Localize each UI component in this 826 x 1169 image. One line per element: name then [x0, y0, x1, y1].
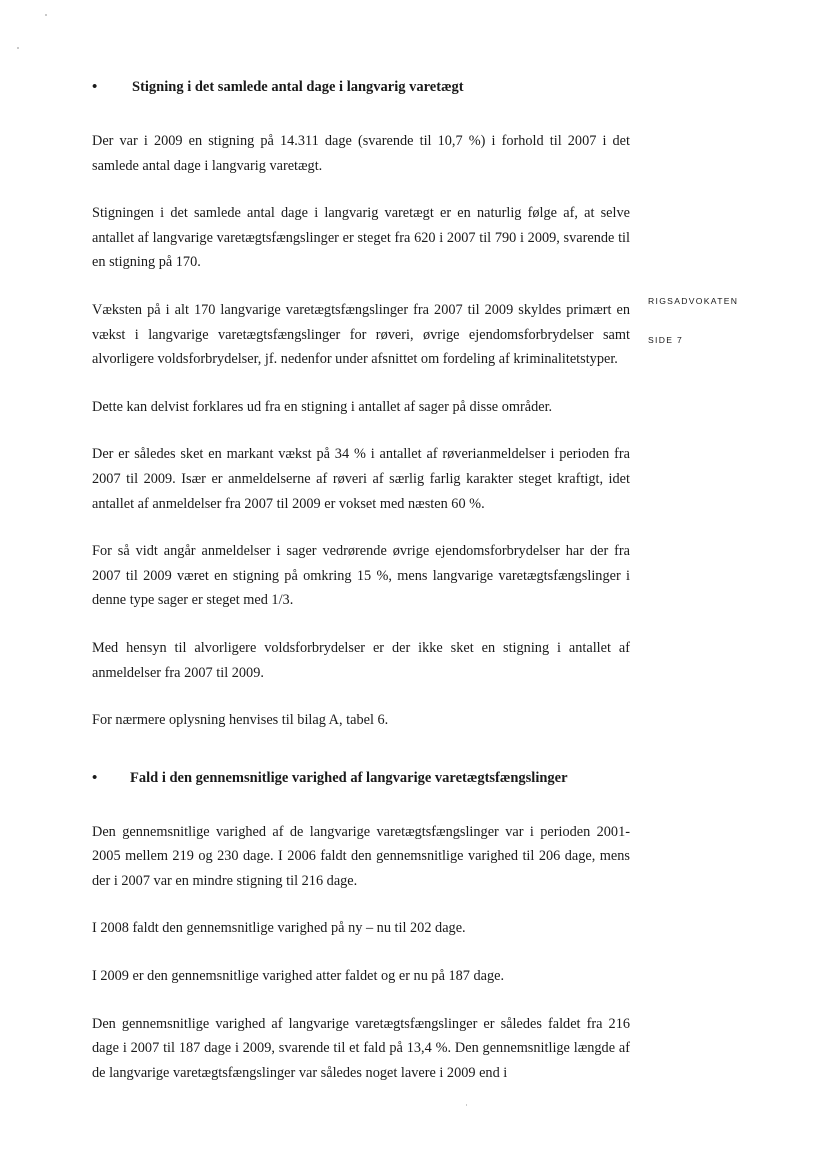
scan-speck — [45, 14, 47, 16]
paragraph: Den gennemsnitlige varighed af de langvarige varetægtsfængslinger var i perioden 2001-2005 mellem 219 og 230 dage. I 2006 faldt den gennemsnitlige varighed til 206 dage, mens der i 2007 var en mindre stigning til 216 dage. — [92, 823, 630, 889]
scan-speck — [17, 47, 19, 49]
paragraph: Stigningen i det samlede antal dage i langvarig varetægt er en naturlig følge af, at selve antallet af langvarige varetægtsfængslinger er steget fra 620 i 2007 til 790 i 2009, svarende til en stigning på 170. — [92, 205, 630, 271]
paragraph: For nærmere oplysning henvises til bilag A, tabel 6. — [92, 712, 389, 729]
paragraph: Der var i 2009 en stigning på 14.311 dage (svarende til 10,7 %) i forhold til 2007 i det samlede antal dage i langvarig varetægt. — [92, 133, 630, 174]
paragraph: Dette kan delvist forklares ud fra en stigning i antallet af sager på disse områder. — [92, 398, 553, 415]
paragraph: Der er således sket en markant vækst på 34 % i antallet af røverianmeldelser i perioden fra 2007 til 2009. Især er anmeldelserne af røveri af særlig farlig karakter steget kraftigt, idet antallet af anmeldelser fra 2007 til 2009 er vokset med næsten 60 %. — [92, 446, 630, 512]
bullet-icon: • — [92, 79, 98, 95]
heading-text: Stigning i det samlede antal dage i langvarig varetægt — [132, 79, 464, 95]
paragraph: I 2009 er den gennemsnitlige varighed atter faldet og er nu på 187 dage. — [92, 968, 505, 985]
heading-text: Fald i den gennemsnitlige varighed af langvarige varetægtsfængslinger — [130, 769, 568, 786]
page-number: SIDE 7 — [648, 335, 684, 345]
section-heading-increase — [92, 76, 630, 98]
main-content — [92, 76, 630, 1108]
organization-name: RIGSADVOKATEN — [648, 296, 739, 306]
paragraph: Væksten på i alt 170 langvarige varetægtsfængslinger fra 2007 til 2009 skyldes primært en vækst i langvarige varetægtsfængslinger for røveri, øvrige ejendomsforbrydelser samt alvorligere voldsforbrydelser, jf. nedenfor under afsnittet om fordeling af kriminalitetstyper. — [92, 301, 630, 368]
paragraph: Med hensyn til alvorligere voldsforbrydelser er der ikke sket en stigning i antallet af anmeldelser fra 2007 til 2009. — [92, 639, 630, 681]
paragraph: I 2008 faldt den gennemsnitlige varighed på ny – nu til 202 dage. — [92, 920, 466, 937]
page-sidebar — [648, 296, 738, 346]
bullet-icon: • — [92, 769, 98, 786]
section-heading-decrease — [92, 767, 630, 789]
paragraph: For så vidt angår anmeldelser i sager vedrørende øvrige ejendomsforbrydelser har der fra 2007 til 2009 været en stigning på omkring 15 %, mens langvarige varetægtsfængslinger i denne type sager er steget med 1/3. — [92, 543, 630, 609]
paragraph: Den gennemsnitlige varighed af langvarige varetægtsfængslinger er således faldet fra 216 dage i 2007 til 187 dage i 2009, svarende til et fald på 13,4 %. Den gennemsnitlige længde af de langvarige varetægtsfængslinger var således noget lavere i 2009 end i — [92, 1015, 630, 1081]
